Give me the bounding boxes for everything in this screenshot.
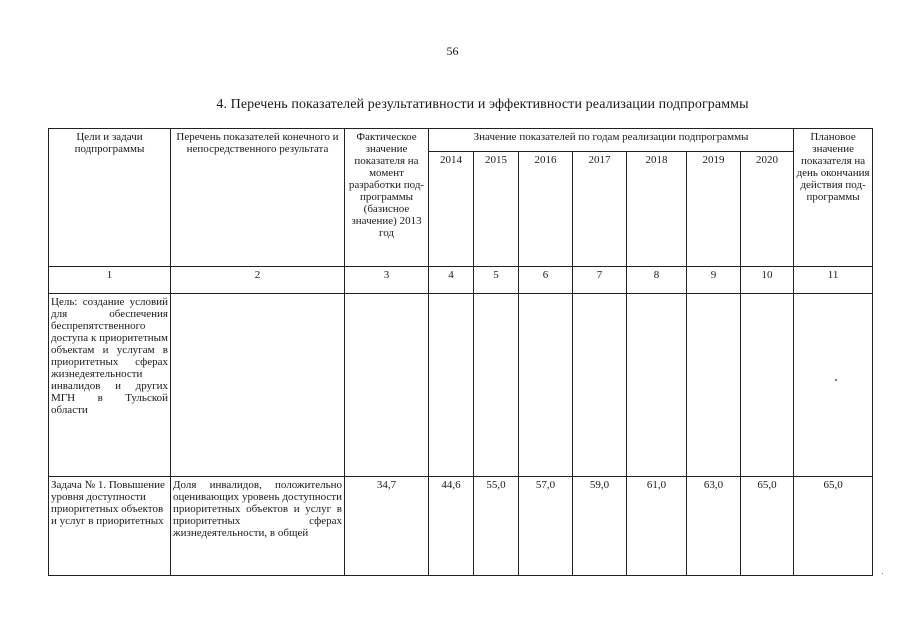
year-value-cell: 61,0 (627, 477, 687, 576)
year-value-cell: 63,0 (687, 477, 741, 576)
year-value-cell: 55,0 (474, 477, 519, 576)
header-by-years: Значение показателей по годам реализации подпрограммы (429, 129, 794, 152)
task-row (49, 477, 873, 576)
column-number: 11 (794, 267, 873, 294)
column-numbers-row (49, 267, 873, 294)
empty-cell (687, 294, 741, 477)
header-year: 2018 (627, 152, 687, 267)
header-year: 2017 (573, 152, 627, 267)
scan-speck (835, 379, 837, 381)
column-number: 5 (474, 267, 519, 294)
planned-value-cell: 65,0 (794, 477, 873, 576)
header-year: 2019 (687, 152, 741, 267)
header-year: 2020 (741, 152, 794, 267)
empty-cell (519, 294, 573, 477)
goal-row (49, 294, 873, 477)
year-value-cell: 65,0 (741, 477, 794, 576)
column-number: 4 (429, 267, 474, 294)
page-number: 56 (446, 44, 459, 58)
column-number: 10 (741, 267, 794, 294)
task-cell: Задача № 1. Повышение уровня доступности приоритетных объектов и услуг в приоритетных (49, 477, 171, 576)
column-number: 7 (573, 267, 627, 294)
empty-cell (741, 294, 794, 477)
column-number: 6 (519, 267, 573, 294)
year-value-cell: 57,0 (519, 477, 573, 576)
column-number: 2 (171, 267, 345, 294)
header-actual: Фактическое значение показателя на момент разработки под-программы (базисное значение) 2013 год (345, 129, 429, 267)
year-value-cell: 44,6 (429, 477, 474, 576)
header-goals: Цели и задачи подпрограммы (49, 129, 171, 267)
goal-cell: Цель: создание условий для обеспечения беспрепятственного доступа к приоритетным объектам и услугам в приоритетных сферах жизнедеятельности инвалидов и других МГН в Тульской области (49, 294, 171, 477)
header-indicators: Перечень показателей конечного и непосредственного результата (171, 129, 345, 267)
indicator-cell: Доля инвалидов, положительно оценивающих уровень доступности приоритетных объектов и услуг в приоритетных сферах жизнедеятельности, в общей (171, 477, 345, 576)
document-title: 4. Перечень показателей результативности и эффективности реализации подпрограммы (216, 97, 749, 112)
header-year: 2016 (519, 152, 573, 267)
empty-cell (171, 294, 345, 477)
empty-cell (474, 294, 519, 477)
column-number: 3 (345, 267, 429, 294)
actual-value-cell: 34,7 (345, 477, 429, 576)
year-value-cell: 59,0 (573, 477, 627, 576)
column-number: 9 (687, 267, 741, 294)
empty-cell (573, 294, 627, 477)
empty-cell (627, 294, 687, 477)
header-year: 2014 (429, 152, 474, 267)
empty-cell (429, 294, 474, 477)
scan-speck (882, 573, 883, 574)
empty-cell (345, 294, 429, 477)
header-planned: Плановое значение показателя на день окончания действия под-программы (794, 129, 873, 267)
column-number: 8 (627, 267, 687, 294)
column-number: 1 (49, 267, 171, 294)
empty-cell (794, 294, 873, 477)
header-year: 2015 (474, 152, 519, 267)
indicators-table (48, 128, 873, 576)
